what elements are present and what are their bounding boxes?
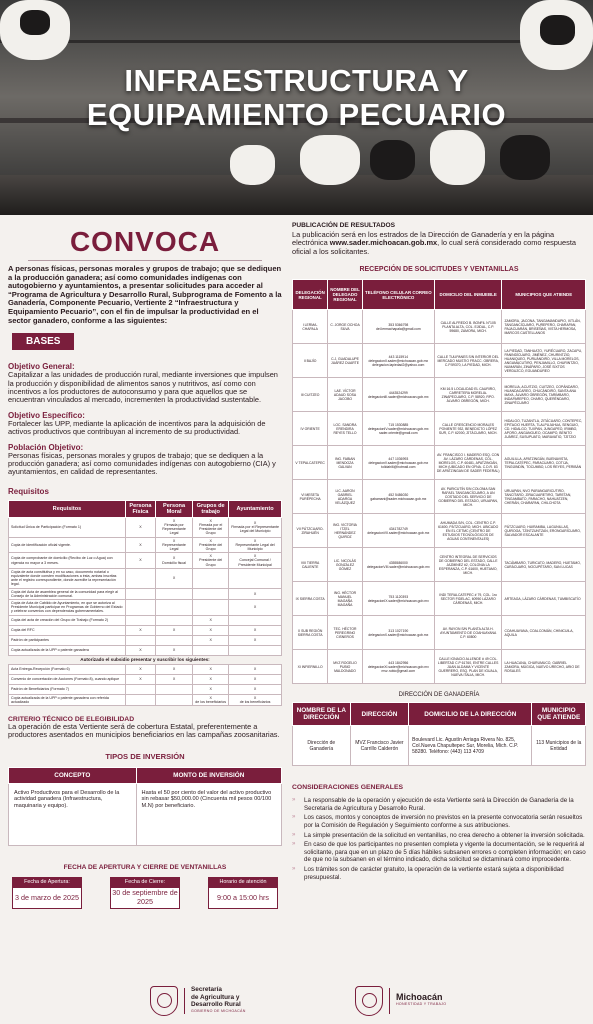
- table-cell: [155, 600, 192, 616]
- table-row: [293, 582, 586, 616]
- table-header: CONCEPTO: [9, 767, 137, 783]
- table-cell: X: [193, 615, 229, 625]
- table-row: [293, 650, 586, 684]
- table-cell: [125, 615, 155, 625]
- sader-logo: [150, 986, 246, 1016]
- table-cell: 452 5486030 gabamani@sader.michoacan.gob.mx: [362, 480, 434, 514]
- table-cell: ARTEAGA, LÁZARO CÁRDENAS, TUMBISCATÍO: [502, 582, 586, 616]
- table-cell: Copia actualizada de la UPP o patente ganadera con referida actualizado: [9, 694, 126, 705]
- table-cell: ING. HÉCTOR MANUEL MAGAÑA MAGAÑA: [328, 582, 363, 616]
- table-cell: X: [229, 635, 282, 645]
- table-cell: X Representante Legal: [155, 537, 192, 553]
- table-cell: X: [155, 625, 192, 635]
- table-cell: X: [229, 684, 282, 694]
- table-cell: KM 16.5 LOCALIDAD EL CAURIRO, CARRETERA MORELIA-ZINAPECUARO, C.P. 58920, RPO. ÁLVARO OBREGÓN, MICH.: [434, 378, 502, 412]
- horario: [208, 877, 278, 909]
- table-row: [9, 645, 282, 655]
- list-item: [292, 866, 586, 881]
- table-cell: X Concejal Comunal / Presidente Municipal: [229, 553, 282, 569]
- table-cell: PÁTZCUARO, HUIRAMBA, LAGUNILLAS, QUIROGA, TZINTZUNTZAN, ERONGARÍCUARO, SALVADOR ESCALANTE: [502, 514, 586, 548]
- table-cell: X Firmada por Representante Legal: [155, 517, 192, 537]
- table-cell: X: [155, 568, 192, 588]
- table-cell: LA HUACANA, CHURUMUCO, GABRIEL ZAMORA, MÚGICA, NUEVO URECHO, ARIO DE ROSALES: [502, 650, 586, 684]
- table-header: Requisitos: [9, 500, 126, 517]
- table-header: DIRECCIÓN: [350, 703, 408, 726]
- table-cell: LOC. SANDRA ERENDIRA REYES TELLO: [328, 412, 363, 446]
- table-header: DELEGACIÓN REGIONAL: [293, 280, 328, 310]
- list-item: [292, 841, 586, 864]
- table-row: [293, 514, 586, 548]
- table-cell: Copia del Acta de asamblea general de la comunidad para elegir al Consejo de la Administración comunal.: [9, 588, 126, 599]
- table-row: [9, 517, 282, 537]
- table-row: [9, 553, 282, 569]
- table-cell: MVZ Francisco Javier Carrillo Calderón: [350, 726, 408, 766]
- table-cell: X de los beneficiarios: [193, 694, 229, 705]
- logo-tag: HONESTIDAD Y TRABAJO: [396, 1002, 447, 1006]
- table-cell: III CUITZEO: [293, 378, 328, 412]
- table-row: [9, 664, 282, 674]
- cow-shape: [230, 145, 275, 185]
- cow-shape: [430, 130, 485, 185]
- table-header: DOMICILIO DE LA DIRECCIÓN: [409, 703, 532, 726]
- table-cell: Copia de Acta de Cabildo de Ayuntamiento, en que se autoriza al Presidente Municipal participar en Programas de Gobierno del Estado y celebrar convenios con dependencias gubernamentales.: [9, 600, 126, 616]
- table-cell: [193, 645, 229, 655]
- table-cell: Boulevard Lic. Agustín Arriaga Rivera No. 825, Col.Nueva Chapultepec Sur, Morelia, Mich. C.P. 58280. Teléfono: (443) 113 4709: [409, 726, 532, 766]
- section-text: Capitalizar a las unidades de producción rural, mediante inversiones que impulsen la producción y disponibilidad de alimentos sanos y nutritivos, así como con incentivos a los productores de autoconsumo y para que aquellos que se encuentran vinculados al mercado, incrementen la productividad sustentable.: [8, 370, 278, 405]
- fecha-value: 3 de marzo de 2025: [12, 887, 82, 909]
- table-cell: [229, 645, 282, 655]
- table-row: [293, 378, 586, 412]
- table-cell: URUAPAN, NVO PARANGARICUTIRO, TANCÍTARO, ZIRACUARETIRO, TARETAN, TINGAMBATO, PARACHO, NAHUATZEN, CHERÁN, CHARAPAN, CHILCHOTA: [502, 480, 586, 514]
- table-cell: Copia de identificación oficial vigente.: [9, 537, 126, 553]
- table-cell: [155, 588, 192, 599]
- cow-shape: [300, 135, 360, 185]
- table-cell: V TEPALCATEPEC: [293, 446, 328, 480]
- list-item-text: La simple presentación de la solicitud en ventanillas, no crea derecho a obtener la inversión solicitada.: [304, 831, 585, 839]
- table-row: [9, 625, 282, 635]
- table-cell: C. JORGE OCHOA SILVA: [328, 310, 363, 344]
- table-cell: CALLE TULIPANES S/N INTERIOR DEL MERCADO MUSTIO FRACC. OBRERA, C.P.59370, LA PIEDAD, MICH.: [434, 344, 502, 378]
- table-row: [293, 344, 586, 378]
- table-cell: [125, 588, 155, 599]
- table-cell: X de los beneficiarios: [229, 694, 282, 705]
- table-cell: ZAMORA, JACONA, TANGAMANDAPIO, IXTLÁN, TANGANCÍCUARO, PUREPERO, CHARAPAN, PAJACUARÁN, BRISEÑAS, VISTA HERMOSA, MARCOS CASTELLANOS: [502, 310, 586, 344]
- barn-floor: [0, 175, 593, 215]
- bases-badge: BASES: [12, 333, 74, 350]
- table-header: MUNICIPIO QUE ATIENDE: [532, 703, 586, 726]
- logo-tag: GOBIERNO DE MICHOACÁN: [191, 1009, 246, 1014]
- chevron-right-icon: »: [292, 814, 296, 821]
- table-row: [9, 588, 282, 599]
- table-cell: 715 1530885 delegacionIV.sader@michoacan.gob.mx sader.oriente@gmail.com: [362, 412, 434, 446]
- table-cell: Padrón de Beneficiarios (Formato 7): [9, 684, 126, 694]
- fecha-apertura: [12, 877, 82, 909]
- table-cell: X Domicilio fiscal: [155, 553, 192, 569]
- table-row: [9, 600, 282, 616]
- table-cell: VI MESETA PURÉPECHA: [293, 480, 328, 514]
- table-cell: [125, 568, 155, 588]
- table-header: NOMBRE DE LA DIRECCIÓN: [293, 703, 351, 726]
- cow-spot: [540, 15, 575, 45]
- table-cell: X: [125, 674, 155, 684]
- table-row: [9, 674, 282, 684]
- table-cell: Copia del acta de creación del Grupo de Trabajo (Formato 2): [9, 615, 126, 625]
- ventanillas-title: RECEPCIÓN DE SOLICITUDES Y VENTANILLAS: [359, 266, 519, 274]
- table-cell: LIC. AARON GABRIEL ADARGA VELÁZQUEZ: [328, 480, 363, 514]
- table-header: Persona Física: [125, 500, 155, 517]
- list-item: [292, 814, 586, 829]
- section-title: Objetivo Específico:: [8, 410, 85, 420]
- table-cell: X: [125, 664, 155, 674]
- table-cell: [193, 600, 229, 616]
- table-header: Persona Moral: [155, 500, 192, 517]
- table-cell: X: [229, 600, 282, 616]
- table-cell: 313 1027190 delegacionX.sader@michoacan.gob.mx: [362, 616, 434, 650]
- criterio-title: CRITERIO TÉCNICO DE ELEGIBILIDAD: [8, 716, 135, 724]
- section-title: Población Objetivo:: [8, 442, 84, 452]
- table-cell: 353 5366798 del.lermachapala@gmail.com: [362, 310, 434, 344]
- cow-spot: [20, 10, 50, 35]
- chevron-right-icon: »: [292, 831, 296, 838]
- seal-icon: [355, 986, 383, 1016]
- table-cell: MVZ ROGELIO PUBIO MALDONADO: [328, 650, 363, 684]
- table-cell: X Representante Legal del Municipio: [229, 537, 282, 553]
- right-column: [292, 222, 586, 883]
- table-header: NOMBRE DEL DELEGADO REGIONAL: [328, 280, 363, 310]
- table-cell: LAE. VÍCTOR ADAUD SOSA JACOBO: [328, 378, 363, 412]
- sader-text: [191, 986, 246, 1016]
- table-cell: IV ORIENTE: [293, 412, 328, 446]
- ventanillas-table: [292, 279, 586, 684]
- table-cell: X: [125, 517, 155, 537]
- section-title: Objetivo General:: [8, 362, 75, 372]
- table-cell: X Firmada por el Presidente del Grupo: [193, 517, 229, 537]
- logo-line: de Agricultura y: [191, 993, 240, 1001]
- footer: [0, 982, 593, 1024]
- table-header: MONTO DE INVERSIÓN: [136, 767, 281, 783]
- michoacan-text: [396, 991, 447, 1009]
- table-cell: II BAJÍO: [293, 344, 328, 378]
- table-row: [9, 694, 282, 705]
- table-row: [293, 412, 586, 446]
- table-cell: [229, 568, 282, 588]
- table-header: Grupos de trabajo: [193, 500, 229, 517]
- list-item-text: La responsable de la operación y ejecución de esta Vertiente será la Dirección de Ganadería de la Secretaría de Agricultura y Desarrollo Rural.: [304, 797, 574, 812]
- table-cell: X Presidente del Grupo: [193, 537, 229, 553]
- table-cell: X: [155, 664, 192, 674]
- table-cell: Solicitud Única de Participación (Formato 1): [9, 517, 126, 537]
- table-cell: CALLE CRESCENCIO MORALES PONIENTE 932, BENEDICTO LÓPEZ SUR, C.P. 62000, ZITÁCUARO, MICH.: [434, 412, 502, 446]
- table-cell: I LERMA-CHAPALA: [293, 310, 328, 344]
- table-cell: [193, 588, 229, 599]
- table-cell: X: [193, 674, 229, 684]
- table-cell: [229, 615, 282, 625]
- section-text: Fortalecer las UPP, mediante la aplicación de incentivos para la adquisición de activos productivos que contribuyan al incremento de su productividad.: [8, 418, 266, 437]
- direccion-title: DIRECCIÓN DE GANADERÍA: [398, 692, 480, 699]
- publicacion-post: , lo cual será considerado como respuesta oficial a los solicitantes.: [292, 238, 576, 256]
- hero-banner: [0, 0, 593, 215]
- table-row: [293, 446, 586, 480]
- chevron-right-icon: »: [292, 865, 296, 872]
- table-cell: LA PIEDAD, TANHUATO, YURÉCUARO, ZACAPU, PANINDÍCUARO, JIMÉNEZ, CHURINTZIO, HUANIQUEO, PURUÁNDIRO, VILLA MORELOS, ANGAMACUTIRO, PENJAMILLO, CHURINTZIO, NUMARÁN, ZINÁPARO, JOSÉ SIXTOS VERDUZCO, EGUANDUREO: [502, 344, 586, 378]
- title-line: EQUIPAMIENTO PECUARIO: [86, 97, 507, 132]
- table-cell: Acta Entrega-Recepción (Formato 6): [9, 664, 126, 674]
- list-item-text: Los casos, montos y conceptos de inversión no previstos en la presente convocatoria serán resueltos por la Comisión de Regulación y Seguimiento conforme a sus atribuciones.: [304, 814, 583, 829]
- chevron-right-icon: »: [292, 797, 296, 804]
- table-cell: Copia de comprobante de domicilio (Recibo de Luz o Agua) con vigencia no mayor a 3 meses.: [9, 553, 126, 569]
- table-cell: Padrón de participantes: [9, 635, 126, 645]
- table-subheader: [9, 655, 282, 664]
- table-cell: XI INFIERNILLO: [293, 650, 328, 684]
- criterio-text: La operación de esta Vertiente será de cobertura Estatal, preferentemente a productores asentados en municipios beneficiarios en las campañas zoosanitarias.: [8, 722, 280, 740]
- table-cell: [155, 635, 192, 645]
- table-cell: AV. RAYON S/N PLANTA ALTA H. AYUNTAMIENTO DE COAHUAYANA C.P. 60800: [434, 616, 502, 650]
- table-cell: X Firmada por el Representante Legal del Municipio: [229, 517, 282, 537]
- fecha-value: 9:00 a 15:00 hrs: [208, 887, 278, 909]
- table-cell: X: [193, 684, 229, 694]
- cow-shape: [370, 140, 415, 180]
- fecha-cierre: [110, 877, 180, 909]
- direccion-table: [292, 702, 586, 766]
- requisitos-title: Requisitos: [8, 486, 49, 496]
- table-cell: [155, 615, 192, 625]
- table-header: Ayuntamiento: [229, 500, 282, 517]
- barn-beam: [0, 40, 593, 43]
- table-cell: INDI TERALCATEPEC # 79, COL. 1ro SECTOR FIDELAC, 60950 LÁZARO CÁRDENAS, MICH.: [434, 582, 502, 616]
- intro-text: A personas físicas, personas morales y grupos de trabajo; que se dediquen a la producción ganadera; así como comunidades indígenas con autogobierno y ayuntamientos, a presentar solicitudes para acceder al “Programa de Agricultura y Desarrollo Rural, Subprograma de Fomento a la Ganadería, Componente Pecuario, Vertiente 2 “Infraestructura y Equipamiento Pecuario”, con el fin de impulsar la productividad en el sector ganadero, conforme a las siguientes:: [8, 264, 282, 325]
- table-cell: Copia del RFC: [9, 625, 126, 635]
- table-row: [9, 537, 282, 553]
- publicacion-title: PUBLICACIÓN DE RESULTADOS: [292, 222, 396, 229]
- table-row: [9, 568, 282, 588]
- table-cell: X: [125, 537, 155, 553]
- page-title: [0, 64, 593, 132]
- table-cell: X: [155, 645, 192, 655]
- table-cell: HIDALGO, TUZANTLA, ZITÁCUARO, CONTEPEC, EPITACIO HUERTA, TLALPUJAHUA, SENGUIO, CD. HIDALGO, TUXPAN, JUNGAPEO, IRIMBO, APORO, ANGANGUEO, OCAMPO, BENITO JUÁREZ, SUSUPUATO, MARAVATIO, TZITZIO: [502, 412, 586, 446]
- table-row: [293, 616, 586, 650]
- table-cell: X Presidente del Grupo: [193, 553, 229, 569]
- cow-shape: [500, 135, 550, 180]
- table-cell: CALLE ALFREDO B. BONFIL N°105 PLANTA ALTA, COL. EJIDAL, C.P. 59680, ZAMORA, MICH.: [434, 310, 502, 344]
- table-cell: X: [155, 674, 192, 684]
- table-cell: X: [193, 664, 229, 674]
- consideraciones-title: CONSIDERACIONES GENERALES: [292, 784, 404, 792]
- table-cell: 4355586000 delegacionVIII.sader@michoacan.gob.mx: [362, 548, 434, 582]
- publicacion-text: [292, 231, 586, 256]
- tipos-monto: Hasta el 50 por ciento del valor del activo productivo sin rebasar $50,000.00 (Cincuenta mil pesos 00/100 M.N) por beneficiario.: [136, 783, 281, 845]
- table-cell: X: [193, 635, 229, 645]
- table-cell: X: [229, 625, 282, 635]
- logo-name: Michoacán: [396, 991, 443, 1002]
- table-cell: Copia de acta constitutiva y en su caso, documento notarial o equivalente donde consten modificaciones a ésta, ambas inscritas ante el registro correspondiente, donde acredite la representación legal.: [9, 568, 126, 588]
- table-cell: TEC. HÉCTOR PEREGRINO CISNEROS: [328, 616, 363, 650]
- fecha-value: 30 de septiembre de 2025: [110, 887, 180, 909]
- table-cell: X: [229, 664, 282, 674]
- seal-icon: [150, 986, 178, 1016]
- publicacion-link[interactable]: www.sader.michoacan.gob.mx: [329, 238, 438, 248]
- table-cell: [155, 684, 192, 694]
- left-column: [8, 222, 282, 909]
- table-row: [293, 310, 586, 344]
- consideraciones-list: [292, 797, 586, 881]
- table-cell: LIC. NICOLÁS GONZÁLEZ GÓMEZ: [328, 548, 363, 582]
- section-text: Personas físicas, personas morales y grupos de trabajo; que se dediquen a la producción ganadera; así como comunidades indígenas con autogobierno (CIA) y ayuntamientos, en calidad de representantes.: [8, 450, 276, 477]
- table-cell: [125, 684, 155, 694]
- fechas-title: FECHA DE APERTURA Y CIERRE DE VENTANILLAS: [63, 863, 227, 871]
- table-cell: 443 1842956 delegacionXI.sader@michoacan.gob.mx mvz.rubio@gmail.com: [362, 650, 434, 684]
- table-cell: 113 Municipios de la Entidad: [532, 726, 586, 766]
- table-cell: 443 1115914 delegacionII.sader@michoacan.gob.mx delegacion.lapiedad2@yahoo.com: [362, 344, 434, 378]
- table-cell: [155, 694, 192, 705]
- table-cell: AV. FRANCISCO I. MADERO ESQ. CON AV. LÁZARO CÁRDENAS, COL. MORELOS, C.P. 60481, APATZINGÁN, MICH (UBICADO EN OFNA. C.D.R. 83 DE APATZINGAN DE SADER FEDERAL): [434, 446, 502, 480]
- table-cell: X: [125, 553, 155, 569]
- tipos-concepto: Activo Productivos para el Desarrollo de la actividad ganadera (Infraestructura, maquinaria y equipo).: [9, 783, 137, 845]
- table-cell: C.J. GUADALUPE JUÁREZ DUARTE: [328, 344, 363, 378]
- table-cell: Convenio de concertación de Acciones (Formato 8), cuando aplique: [9, 674, 126, 684]
- table-cell: 447 1036993 delegacionV.sader@michoacan.gob.mx tolidahi6@hotmail.com: [362, 446, 434, 480]
- table-cell: X SUB REGIÓN SIERRA COSTA: [293, 616, 328, 650]
- table-cell: 753 1120393 delegacionIX.sader@michoacan.gob.mx: [362, 582, 434, 616]
- table-row: [293, 480, 586, 514]
- divider: [389, 988, 390, 1014]
- table-cell: ING. VICTORIA ITZEL HERNÁNDEZ QUIROZ: [328, 514, 363, 548]
- table-cell: 4341782749 delegacionVII.sader@michoacan.gob.mx: [362, 514, 434, 548]
- list-item-text: Los trámites son de carácter gratuito, la operación de la vertiente estará sujeta a disponibilidad presupuestal.: [304, 865, 564, 881]
- table-cell: [125, 600, 155, 616]
- table-header: DOMICILIO DEL INMUEBLE: [434, 280, 502, 310]
- divider: [28, 260, 262, 261]
- table-header: TELÉFONO CELULAR CORREO ELECTRÓNICO: [362, 280, 434, 310]
- list-item-text: En caso de que los participantes no presenten completa y vigente la documentación, se le requerirá al solicitante, para que en un plazo de 5 días hábiles subsanen errores o completen información; en caso de que no la subsanen en el término indicado, dicha solicitud se dictaminará como improcedente.: [304, 841, 586, 864]
- table-cell: MORELIA, ACUITZIO, CUITZEO, COPÁNDARO, HUANDACAREO, CHUCÁNDIRO, SANTA ANA MAYA, ÁLVARO OBREGÓN, TARIMBARO, INDAPAREPEO, CHARO, QUERÉNDARO, ZINAPÉCUARO: [502, 378, 586, 412]
- list-item: [292, 797, 586, 812]
- table-cell: X: [229, 674, 282, 684]
- table-cell: [125, 635, 155, 645]
- fecha-label: Fecha de Cierre:: [110, 877, 180, 887]
- table-cell: IX SIERRA COSTA: [293, 582, 328, 616]
- table-cell: [193, 568, 229, 588]
- table-cell: CENTRO INTEGRAL DE SERVICIOS DE GOBIERNO DEL ESTADO, CALLE JAZMINEZ #2, COLONIA LA ESPERANZA, C.P. 61600, HUETAMO, MICH.: [434, 548, 502, 582]
- fecha-label: Fecha de Apertura:: [12, 877, 82, 887]
- table-row: [9, 684, 282, 694]
- table-cell: VIII TIERRA CALIENTE: [293, 548, 328, 582]
- divider: [184, 988, 185, 1014]
- table-cell: X: [125, 625, 155, 635]
- table-cell: ING. FABIAN MENDOZA GALVAN: [328, 446, 363, 480]
- table-cell: VII PÁTZCUARO-ZIRAHUÉN: [293, 514, 328, 548]
- table-cell: CALLE IGNACIO ALLENDE # 49 COL. LIBERTAD C.P 61760, ENTRE CALLES JUAN ALDAMA Y VICENTE GUERRERO, ESQ. PLAN DE IGUALA, NUEVA ITALIA, MICH.: [434, 650, 502, 684]
- table-cell: [125, 694, 155, 705]
- table-cell: X: [193, 625, 229, 635]
- chevron-right-icon: »: [292, 841, 296, 848]
- convoca-heading: CONVOCA: [69, 226, 221, 257]
- table-cell: AV. PARICUTÍN S/N COLONIA SAN RAFAEL TANGANCÍCUARO, A UN COSTADO DEL SERVICIO DE GOBIERNO DEL ESTADO, URUAPAN, MICH.: [434, 480, 502, 514]
- michoacan-logo: [355, 986, 446, 1016]
- table-cell: X: [125, 645, 155, 655]
- publicacion-pre: La publicación será en los estrados de la Dirección de Ganadería y en la página electrónica: [292, 230, 555, 248]
- table-cell: TACÁMBARO, TURICATO, MADERO, HUETAMO, CARÁCUARO, NOCUPÉTARO, SAN LUCAS: [502, 548, 586, 582]
- table-row: [293, 548, 586, 582]
- tipos-table: [8, 767, 282, 846]
- table-cell: COAHUAYANA, COALCOMÁN, CHINICUILA, AQUILA: [502, 616, 586, 650]
- logo-line: Desarrollo Rural: [191, 1001, 241, 1008]
- fecha-label: Horario de atención: [208, 877, 278, 887]
- table-row: [9, 615, 282, 625]
- table-cell: 4443524299 delegacionIII.sader@michoacan.gob.mx: [362, 378, 434, 412]
- title-line: INFRAESTRUCTURA Y: [124, 63, 469, 98]
- table-subheader-cell: Autorizado el subsidio presentar y suscribir los siguientes:: [9, 655, 282, 664]
- table-row: [9, 635, 282, 645]
- tipos-title: TIPOS DE INVERSIÓN: [105, 751, 185, 761]
- table-cell: X: [229, 588, 282, 599]
- fechas-row: [8, 877, 282, 909]
- table-header: MUNICIPIOS QUE ATIENDE: [502, 280, 586, 310]
- list-item: [292, 832, 586, 840]
- logo-line: Secretaría: [191, 986, 222, 994]
- table-cell: Dirección de Ganadería: [293, 726, 351, 766]
- table-cell: AGUILILLA, APATZINGÁN, BUENAVISTA, TEPALCATEPEC, PARACUARO, COTIJA, TINGÜINDÍN, TOCUMBO, LOS REYES, PERIBÁN: [502, 446, 586, 480]
- table-cell: Copia actualizada de la UPP o patente ganadera: [9, 645, 126, 655]
- requisitos-table: [8, 500, 282, 706]
- table-cell: AHUMADA S/N, COL. CENTRO C.P. 61600, PÁTZCUARO, MICH. UBICADO EN EL CETMC (CENTRO DE ESTUDIOS TECNOLÓGICOS DE AGUAS CONTINENTALES): [434, 514, 502, 548]
